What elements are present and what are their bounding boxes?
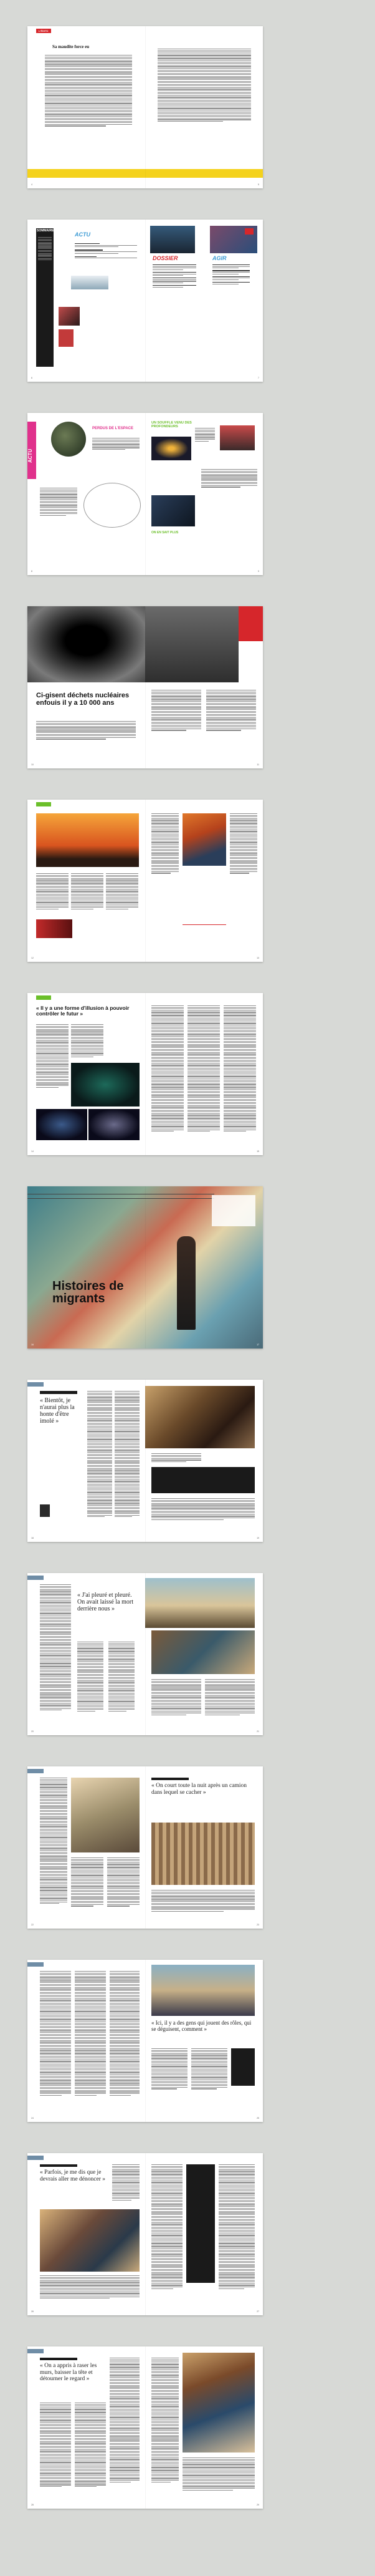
dark-quote-box <box>151 1467 255 1493</box>
folio: 21 <box>257 1730 259 1733</box>
folio: 8 <box>31 570 32 573</box>
text-column <box>188 1005 220 1133</box>
bottom-photo-1 <box>36 1109 87 1140</box>
text-column <box>106 873 138 910</box>
text-column <box>183 2457 255 2491</box>
scream-painting <box>183 813 226 866</box>
page-left <box>27 1380 145 1542</box>
text-column <box>40 1971 71 2096</box>
folio: 7 <box>258 377 259 379</box>
pull-quote: « J'ai pleuré et pleuré. On avait laissé la mort derrière nous » <box>77 1592 133 1612</box>
space-photo <box>151 437 191 460</box>
spread-13 <box>27 2346 263 2509</box>
folio: 6 <box>31 377 32 379</box>
comic-illustration-bottom <box>151 1630 255 1674</box>
spread-1 <box>27 26 263 188</box>
page-right <box>145 220 263 382</box>
tunnel-photo <box>145 606 239 682</box>
text-column <box>195 428 215 442</box>
text-column <box>110 2358 140 2483</box>
text-column <box>151 1453 201 1463</box>
spread-10 <box>27 1766 263 1929</box>
actu-heading: ACTU <box>75 231 90 238</box>
author-photo <box>40 1504 50 1517</box>
folio: 20 <box>31 1730 34 1733</box>
text-column <box>151 1679 201 1716</box>
agir-items <box>212 264 250 285</box>
text-column <box>201 469 257 488</box>
folio: 26 <box>31 2310 34 2313</box>
folio: 13 <box>257 957 259 959</box>
text-column <box>36 873 69 910</box>
page-right <box>145 800 263 962</box>
text-column <box>115 1391 140 1518</box>
text-column <box>151 2048 188 2090</box>
folio: 10 <box>31 763 34 766</box>
page-right <box>145 26 263 188</box>
folio: 27 <box>257 2310 259 2313</box>
comic-illustration <box>145 1386 255 1448</box>
red-strip-photo <box>36 919 72 938</box>
folio: 12 <box>31 957 34 959</box>
pull-quote: « On court toute la nuit après un camion dans lequel se cacher » <box>151 1783 247 1796</box>
pull-quote: « Ici, il y a des gens qui jouent des rôles, qui se déguisent, comment » <box>151 2020 252 2033</box>
folio: 29 <box>257 2504 259 2506</box>
text-column <box>191 2048 227 2090</box>
folio: 11 <box>257 763 259 766</box>
pull-quote: « Bientôt, je n'aurai plus la honte d'être imolé » <box>40 1397 75 1425</box>
article-title: Ci-gisent déchets nucléaires enfouis il y a 10 000 ans <box>36 692 130 707</box>
page-right <box>145 2153 263 2315</box>
text-column <box>36 1024 69 1088</box>
text-column <box>108 1642 135 1712</box>
text-column <box>75 1971 106 2096</box>
comic-illustration-top <box>145 1578 255 1628</box>
dossier-heading: DOSSIER <box>153 255 178 261</box>
text-column <box>71 1857 103 1907</box>
sonar-photo <box>71 1063 140 1106</box>
text-column <box>71 1024 103 1058</box>
text-column <box>151 690 201 732</box>
pull-quote: « On a appris à raser les murs, baisser la tête et détourner le regard » <box>40 2363 97 2383</box>
spread-8 <box>27 1380 263 1542</box>
text-column <box>40 2403 71 2488</box>
text-column <box>158 49 251 123</box>
section-tag <box>27 1962 44 1967</box>
spread-2 <box>27 220 263 382</box>
header-bar <box>40 1391 77 1394</box>
lab-photo <box>151 495 195 526</box>
dossier-title: Histoires de migrants <box>52 1279 124 1305</box>
text-column <box>40 1584 71 1712</box>
page-right <box>145 1766 263 1929</box>
portrait-photo <box>59 307 80 326</box>
page-left <box>27 606 145 768</box>
sketch-diagram <box>83 483 141 528</box>
folio: 5 <box>258 183 259 186</box>
text-column <box>224 1005 256 1133</box>
folio: 25 <box>257 2117 259 2119</box>
page-right <box>145 1573 263 1735</box>
dossier-items <box>153 264 196 288</box>
page-left <box>27 413 145 575</box>
text-column <box>151 1890 255 1912</box>
page-right <box>145 1380 263 1542</box>
page-right <box>145 2346 263 2509</box>
portrait-photo <box>220 425 255 450</box>
text-column <box>107 1857 140 1907</box>
folio: 15 <box>257 1150 259 1153</box>
actu-items <box>75 243 137 259</box>
moon-photo <box>51 422 86 457</box>
red-sticker <box>245 228 254 235</box>
text-column <box>151 813 179 874</box>
spread-11 <box>27 1960 263 2122</box>
section-tag <box>27 2349 44 2353</box>
folio: 4 <box>31 183 32 186</box>
side-text-block <box>212 1195 255 1226</box>
spread-5 <box>27 800 263 962</box>
spread-9 <box>27 1573 263 1735</box>
spread-12 <box>27 2153 263 2315</box>
page-left <box>27 1960 145 2122</box>
folio: 17 <box>257 1344 259 1346</box>
spread-3 <box>27 413 263 575</box>
comic-illustration <box>71 1778 140 1852</box>
red-box <box>239 606 263 641</box>
text-column <box>230 813 257 874</box>
interview-title: « Il y a une forme d'illusion à pouvoir contrôler le futur » <box>36 1005 130 1017</box>
text-column <box>36 721 136 740</box>
page-left <box>27 800 145 962</box>
spread-6 <box>27 993 263 1155</box>
page-left <box>27 220 145 382</box>
comic-illustration <box>183 2353 255 2453</box>
page-left <box>27 2153 145 2315</box>
folio: 14 <box>31 1150 34 1153</box>
page-left <box>27 26 145 188</box>
text-column <box>77 1642 103 1712</box>
page-left <box>27 1573 145 1735</box>
text-column <box>40 1778 67 1905</box>
text-column <box>112 2164 140 2201</box>
folio: 9 <box>258 570 259 573</box>
folio: 19 <box>257 1537 259 1539</box>
text-column <box>151 2164 183 2290</box>
text-column <box>206 690 256 732</box>
text-column <box>151 2358 179 2483</box>
cave-photo <box>27 606 145 682</box>
text-column <box>205 1679 255 1716</box>
text-column <box>40 488 77 516</box>
page-left <box>27 2346 145 2509</box>
bottom-photo-2 <box>88 1109 140 1140</box>
page-left <box>27 1766 145 1929</box>
small-photo <box>59 329 74 347</box>
section-tag <box>27 1769 44 1773</box>
migrant-figure <box>177 1236 196 1330</box>
text-column <box>45 55 132 127</box>
page-right <box>145 413 263 575</box>
dark-side-box <box>231 2048 255 2086</box>
header-bar <box>40 2358 77 2360</box>
green-headline: UN SOUFFLE VENU DES PROFONDEURS <box>151 421 192 429</box>
text-column <box>110 1971 140 2096</box>
comic-illustration <box>151 1965 255 2016</box>
comic-illustration <box>151 1823 255 1885</box>
yellow-band <box>27 169 263 178</box>
folio: 28 <box>31 2504 34 2506</box>
section-tag <box>36 995 51 1000</box>
pink-headline: PERDUS DE L'ESPACE <box>92 427 133 430</box>
text-column <box>87 1391 112 1518</box>
section-tag: L'ÉDITO <box>36 29 51 33</box>
edito-title: Sa maudite force eu <box>52 44 90 49</box>
text-column <box>151 1498 255 1521</box>
spread-4 <box>27 606 263 768</box>
dark-column-box <box>186 2164 215 2283</box>
sidebar-lines <box>38 237 52 261</box>
folio: 18 <box>31 1537 34 1539</box>
pull-quote: « Parfois, je me dis que je devrais aller me dénoncer » <box>40 2169 105 2182</box>
header-bar <box>151 1778 189 1780</box>
folio: 24 <box>31 2117 34 2119</box>
text-column <box>40 2275 140 2300</box>
section-tag <box>36 802 51 806</box>
section-tag <box>27 2156 44 2160</box>
spread-7 <box>27 1186 263 1349</box>
page-right <box>145 606 263 768</box>
sommaire-label: SOMMAIRE <box>37 229 54 233</box>
text-column <box>71 873 103 910</box>
text-column <box>151 1005 184 1133</box>
text-column <box>92 438 140 451</box>
header-bar <box>40 2164 77 2167</box>
page-left <box>27 993 145 1155</box>
agir-heading: AGIR <box>212 255 227 261</box>
vertical-label: ACTU <box>27 448 33 463</box>
page-right <box>145 993 263 1155</box>
section-tag <box>27 1382 44 1387</box>
red-pull-quote <box>183 924 226 935</box>
green-headline-2: ON EN SAIT PLUS <box>151 531 179 535</box>
sunset-photo <box>36 813 139 867</box>
folio: 23 <box>257 1924 259 1926</box>
section-tag <box>27 1576 44 1580</box>
landscape-photo <box>71 276 108 289</box>
text-column <box>75 2403 106 2488</box>
folio: 22 <box>31 1924 34 1926</box>
dossier-photo <box>150 226 195 253</box>
barbed-wire <box>27 1194 214 1199</box>
text-column <box>219 2164 255 2290</box>
page-right <box>145 1960 263 2122</box>
comic-illustration <box>40 2209 140 2272</box>
folio: 16 <box>31 1344 34 1346</box>
